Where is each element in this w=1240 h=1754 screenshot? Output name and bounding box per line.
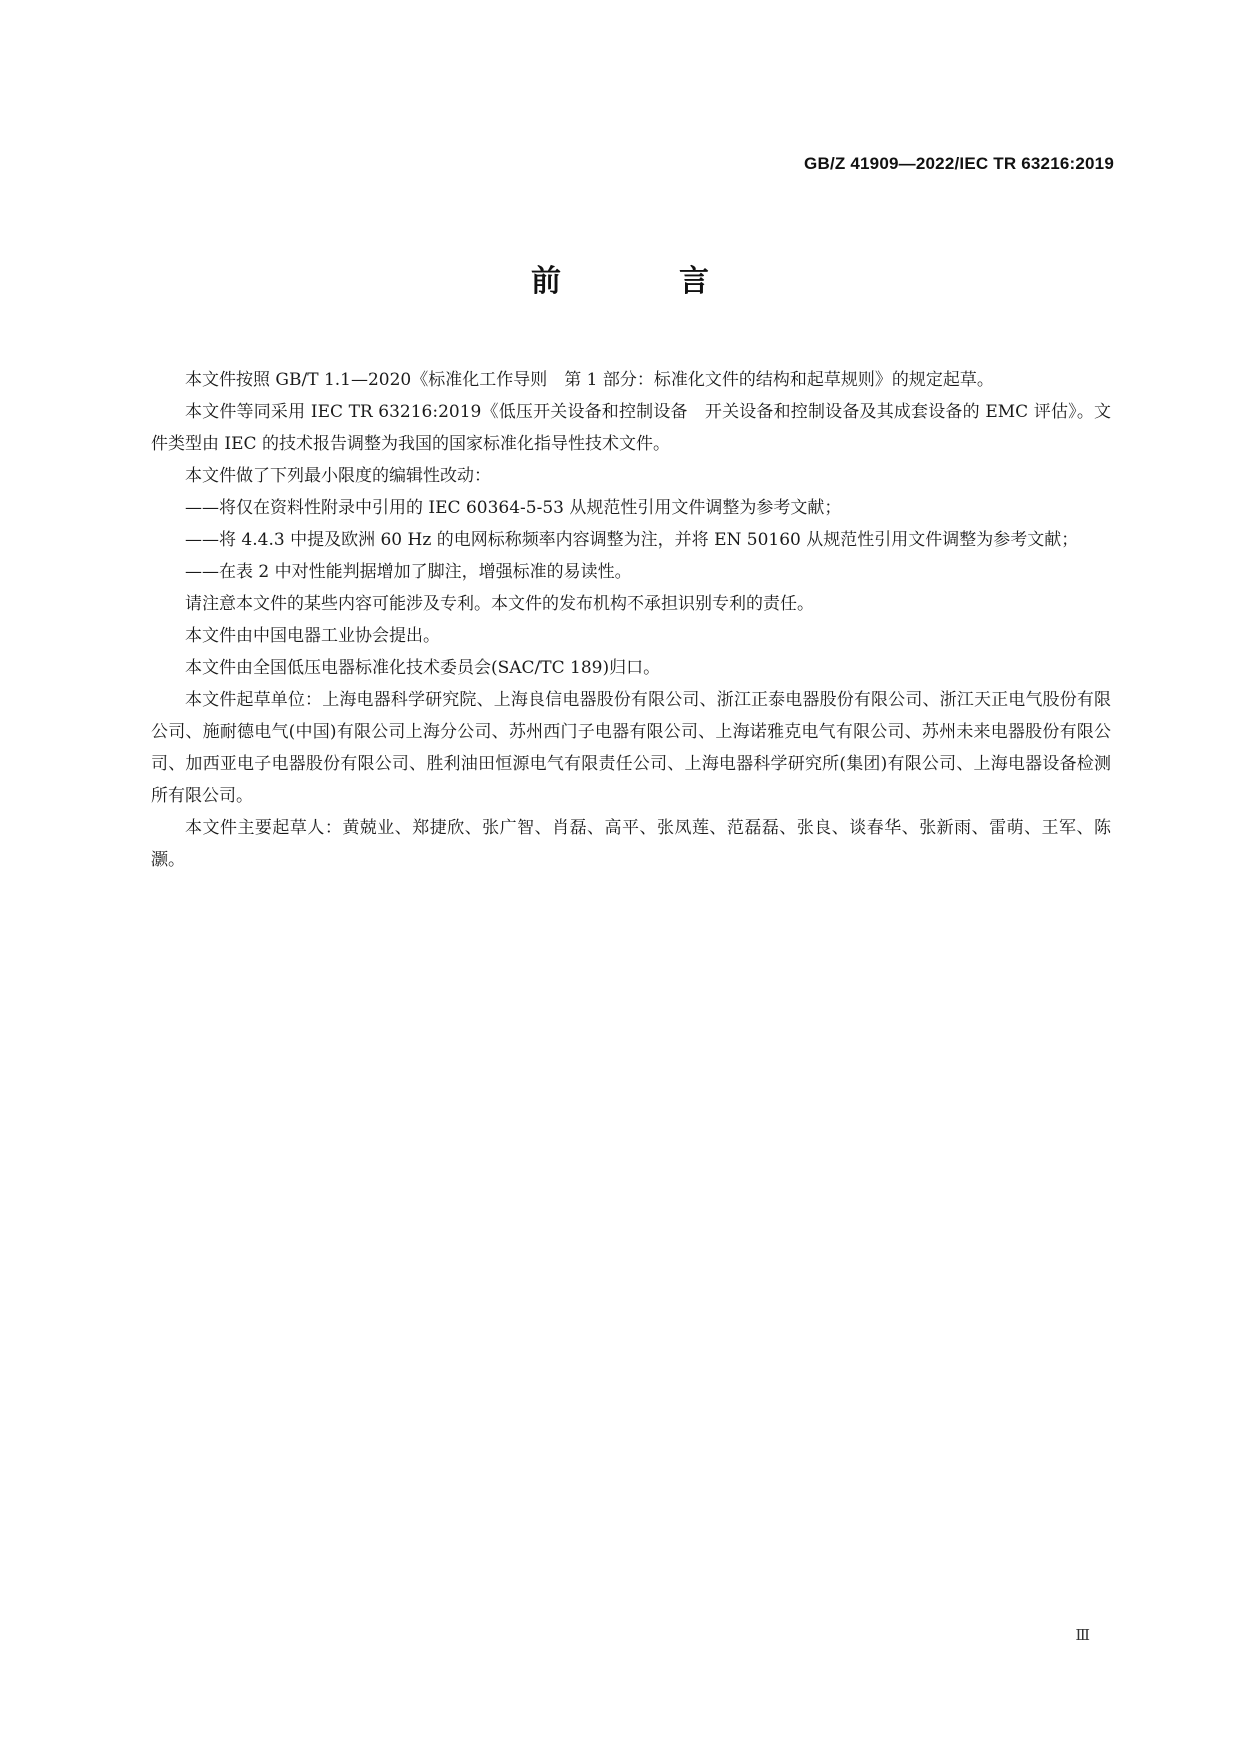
- change-item: ——在表 2 中对性能判据增加了脚注，增强标准的易读性。: [185, 562, 632, 582]
- paragraph-changes-intro: 本文件做了下列最小限度的编辑性改动：: [185, 466, 491, 486]
- change-item: ——将仅在资料性附录中引用的 IEC 60364-5-53 从规范性引用文件调整为参考文献；: [185, 498, 842, 518]
- paragraph-adoption: 本文件等同采用 IEC TR 63216:2019《低压开关设备和控制设备 开关设备和控制设备及其成套设备的 EMC 评估》。文件类型由 IEC 的技术报告调整为我国的国家标准化指导性技术文件。: [151, 402, 1111, 454]
- change-item: ——将 4.4.3 中提及欧洲 60 Hz 的电网标称频率内容调整为注，并将 EN 50160 从规范性引用文件调整为参考文献；: [185, 530, 1079, 550]
- page-number: Ⅲ: [1075, 1628, 1090, 1644]
- managed-by: 本文件由全国低压电器标准化技术委员会(SAC/TC 189)归口。: [185, 658, 661, 678]
- paragraph-drafting-rule: 本文件按照 GB/T 1.1—2020《标准化工作导则 第 1 部分：标准化文件的结构和起草规则》的规定起草。: [185, 370, 994, 390]
- standard-code-header: GB/Z 41909—2022/IEC TR 63216:2019: [804, 154, 1114, 173]
- foreword-body: [151, 364, 1111, 876]
- page-title: 前 言: [531, 264, 753, 299]
- main-drafters: 本文件主要起草人：黄兢业、郑捷欣、张广智、肖磊、高平、张凤莲、范磊磊、张良、谈春华、张新雨、雷萌、王军、陈灏。: [151, 818, 1111, 870]
- proposed-by: 本文件由中国电器工业协会提出。: [185, 626, 440, 646]
- drafting-units: 本文件起草单位：上海电器科学研究院、上海良信电器股份有限公司、浙江正泰电器股份有限公司、浙江天正电气股份有限公司、施耐德电气(中国)有限公司上海分公司、苏州西门子电器有限公司、上海诺雅克电气有限公司、苏州未来电器股份有限公司、加西亚电子电器股份有限公司、胜利油田恒源电气有限责任公司、上海电器科学研究所(集团)有限公司、上海电器设备检测所有限公司。: [151, 690, 1111, 806]
- patent-notice: 请注意本文件的某些内容可能涉及专利。本文件的发布机构不承担识别专利的责任。: [185, 594, 814, 614]
